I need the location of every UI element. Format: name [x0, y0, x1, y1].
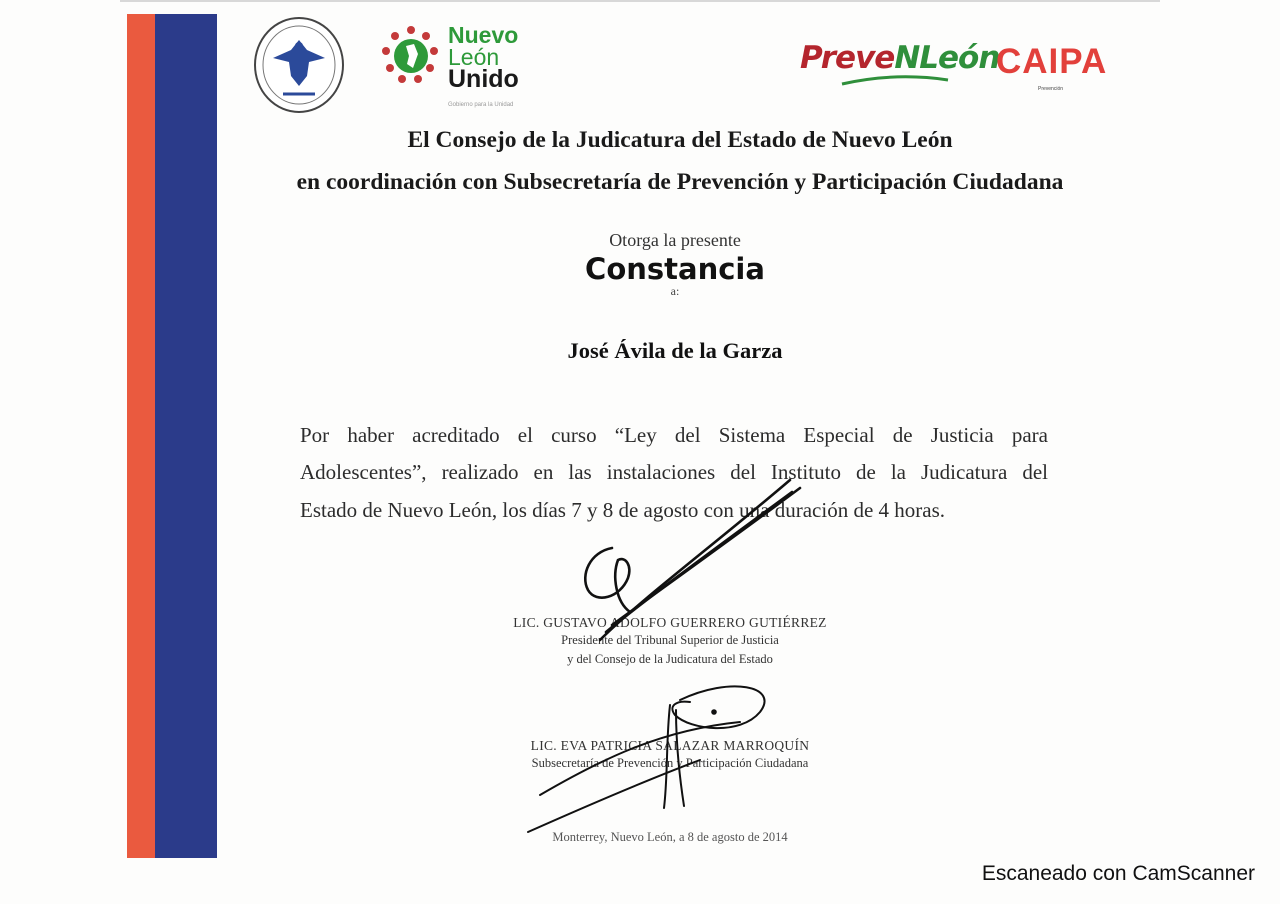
signatory-1-role-2: y del Consejo de la Judicatura del Estado: [567, 652, 773, 666]
certificate-title: Constancia: [585, 252, 765, 286]
signatory-1: [470, 615, 870, 669]
body-line-2: Adolescentes”, realizado en las instalaciones del Instituto de la Judicatura del: [300, 460, 1048, 484]
nuevo-leon-wordmark: [448, 22, 519, 93]
place-and-date: Monterrey, Nuevo León, a 8 de agosto de 2014: [552, 830, 788, 844]
nleon-word: NLeón: [894, 40, 1000, 76]
body-line-1: Por haber acreditado el curso “Ley del Sistema Especial de Justicia para: [300, 423, 1048, 447]
caipa-subtitle: Prevención: [1038, 86, 1064, 92]
issuer-heading: El Consejo de la Judicatura del Estado de Nuevo León: [407, 127, 953, 153]
nuevo-leon-unido-logo: [380, 24, 555, 114]
nuevo-leon-word-1: Nuevo: [448, 22, 519, 48]
coordination-heading: en coordinación con Subsecretaría de Prevención y Participación Ciudadana: [296, 169, 1064, 195]
nuevo-leon-word-2: León: [448, 44, 500, 70]
signatory-1-role-1: Presidente del Tribunal Superior de Justicia: [561, 633, 779, 647]
nuevo-leon-emblem-icon: [380, 24, 442, 92]
scan-top-edge: [120, 0, 1160, 2]
signatory-2-role-1: Subsecretaría de Prevención y Participación Ciudadana: [531, 756, 809, 770]
preve-swoosh-icon: [840, 74, 950, 88]
signatory-2: [470, 738, 870, 773]
award-intro: Otorga la presente: [609, 230, 741, 250]
recipient-name: José Ávila de la Garza: [567, 338, 783, 363]
preve-nleon-logo: [800, 40, 999, 76]
caipa-logo: CAIPA: [996, 42, 1108, 81]
nuevo-leon-tagline: Gobierno para la Unidad: [448, 102, 514, 108]
preve-word: Preve: [800, 40, 895, 76]
signatory-2-name: LIC. EVA PATRICIA SALAZAR MARROQUÍN: [530, 738, 810, 753]
body-line-3: Estado de Nuevo León, los días 7 y 8 de agosto con una duración de 4 horas.: [300, 498, 946, 522]
poder-judicial-seal-logo: [253, 16, 345, 114]
signatory-1-name: LIC. GUSTAVO ADOLFO GUERRERO GUTIÉRREZ: [513, 615, 827, 630]
nuevo-leon-word-3: Unido: [448, 65, 519, 93]
award-to-label: a:: [670, 284, 680, 298]
camscanner-watermark: Escaneado con CamScanner: [981, 862, 1255, 885]
blue-side-stripe: [155, 14, 217, 858]
